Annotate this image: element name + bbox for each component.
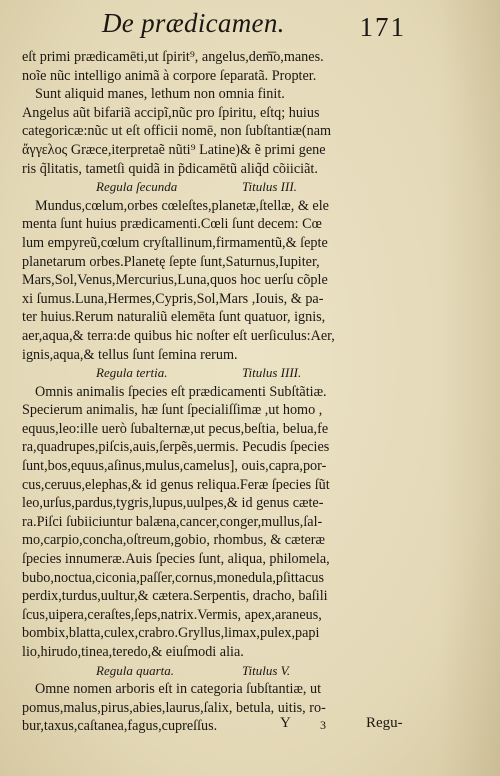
text-line: ter huius.Rerum naturaliũ elemēta ſunt quatuor, ignis,	[22, 309, 326, 326]
text-line: Angelus aũt bifariã accipĩ,nũc pro ſpiritu, eſtq; huius	[22, 104, 320, 121]
text-line: pomus,malus,pirus,abies,laurus,ſalix, betula, uitis, ro-	[22, 699, 326, 716]
text-line: Mundus,cœlum,orbes cœleſtes,planetæ,ſtellæ, & ele	[35, 197, 329, 214]
page-edge-shading	[440, 0, 500, 776]
rule-label: Regula ſecunda	[96, 179, 178, 195]
text-line: equus,leo:ille uerò ſubalternæ,ut pecus,beſtia, belua,fe	[22, 420, 329, 437]
text-line: ſcus,uipera,ceraſtes,ſeps,natrix.Vermis, apex,araneus,	[22, 606, 322, 623]
text-line: Omnis animalis ſpecies eſt prædicamenti Subſtãtiæ.	[35, 383, 327, 400]
rule-label: Regula quarta.	[96, 662, 174, 678]
text-line: bur,taxus,caſtanea,fagus,cupreſſus.	[22, 718, 218, 735]
running-title: De prædicamen.	[102, 8, 285, 38]
text-line: Mars,Sol,Venus,Mercurius,Luna,quos hoc uerſu cõple	[22, 272, 328, 289]
title-number: Titulus V.	[242, 662, 291, 678]
text-body	[22, 48, 412, 736]
text-line: Specierum animalis, hæ ſunt ſpecialiſſimæ ,ut homo ,	[22, 402, 323, 419]
text-line: ἄγγελος Græce,iterpretaẽ nũti⁹ Latine)& ẽ primi gene	[22, 141, 326, 158]
text-line: menta ſunt huius prædicamenti.Cœli ſunt decem: Cœ	[22, 216, 322, 233]
rule-heading	[22, 178, 412, 197]
text-line: planetarum orbes.Planetę ſepte ſunt,Saturnus,Iupiter,	[22, 253, 320, 270]
text-line: bubo,noctua,ciconia,paſſer,cornus,monedula,pſittacus	[22, 569, 325, 586]
text-line: mo,carpio,concha,oſtreum,gobio, rhombus, & cæteræ	[22, 532, 325, 549]
rule-heading	[22, 364, 412, 383]
text-line: lum empyreũ,cœlum cryſtallinum,firmamentũ,& ſepte	[22, 234, 328, 251]
text-line: ra.Piſci ſubiiciuntur balæna,cancer,conger,mullus,ſal-	[22, 513, 323, 530]
text-line: bombix,blatta,culex,crabro.Gryllus,limax,pulex,papi	[22, 625, 320, 642]
rule-heading	[22, 662, 412, 681]
text-line: cus,ceruus,elephas,& id genus reliqua.Feræ ſpecies ſũt	[22, 476, 330, 493]
text-line: lio,hirudo,tinea,teredo,& eiuſmodi alia.	[22, 644, 244, 660]
text-line: Omne nomen arboris eſt in categoria ſubſtantiæ, ut	[35, 681, 322, 698]
signature-mark: Y	[280, 715, 291, 731]
page-number: 171	[359, 12, 406, 42]
text-line: ignis,aqua,& tellus ſunt ſemina rerum.	[22, 346, 238, 363]
text-line: aer,aqua,& terra:de quibus hic noſter eſt uerſiculus:Aer,	[22, 327, 335, 344]
text-line: eſt primi prædicamēti,ut ſpirit⁹, angelus,dem͞o,manes.	[22, 49, 324, 65]
title-number: Titulus IIII.	[242, 365, 302, 381]
text-line: ſpecies innumeræ.Auis ſpecies ſunt, aliqua, philomela,	[22, 551, 330, 568]
text-line: noĩe nũc intelligo animã à corpore ſeparatã. Propter.	[22, 67, 317, 84]
text-line: ra,quadrupes,piſcis,auis,ſerpẽs,uermis. Pecudis ſpecies	[22, 439, 330, 456]
text-line: leo,urſus,pardus,tygris,lupus,uulpes,& id genus cæte-	[22, 495, 324, 512]
text-line: Sunt aliquid manes, lethum non omnia finit.	[35, 86, 285, 103]
text-line: ris q̃litatis, tametſi quidã in p̃dicamētũ aliq̃d cõiiciãt.	[22, 160, 318, 177]
signature-number: 3	[320, 718, 326, 732]
text-line: xi ſumus.Luna,Hermes,Cypris,Sol,Mars ,Iouis, & pa-	[22, 290, 324, 307]
page-footer	[0, 710, 500, 740]
title-number: Titulus III.	[242, 179, 297, 195]
text-line: perdix,turdus,uultur,& cætera.Serpentis, dracho, baſili	[22, 588, 328, 605]
rule-label: Regula tertia.	[96, 365, 168, 381]
text-line: categoricæ:nũc ut eſt officii nomē, non ſubſtantiæ(nam	[22, 123, 332, 140]
text-line: ſunt,bos,equus,aſinus,mulus,camelus], ouis,capra,por-	[22, 458, 327, 475]
catchword: Regu-	[366, 715, 403, 731]
